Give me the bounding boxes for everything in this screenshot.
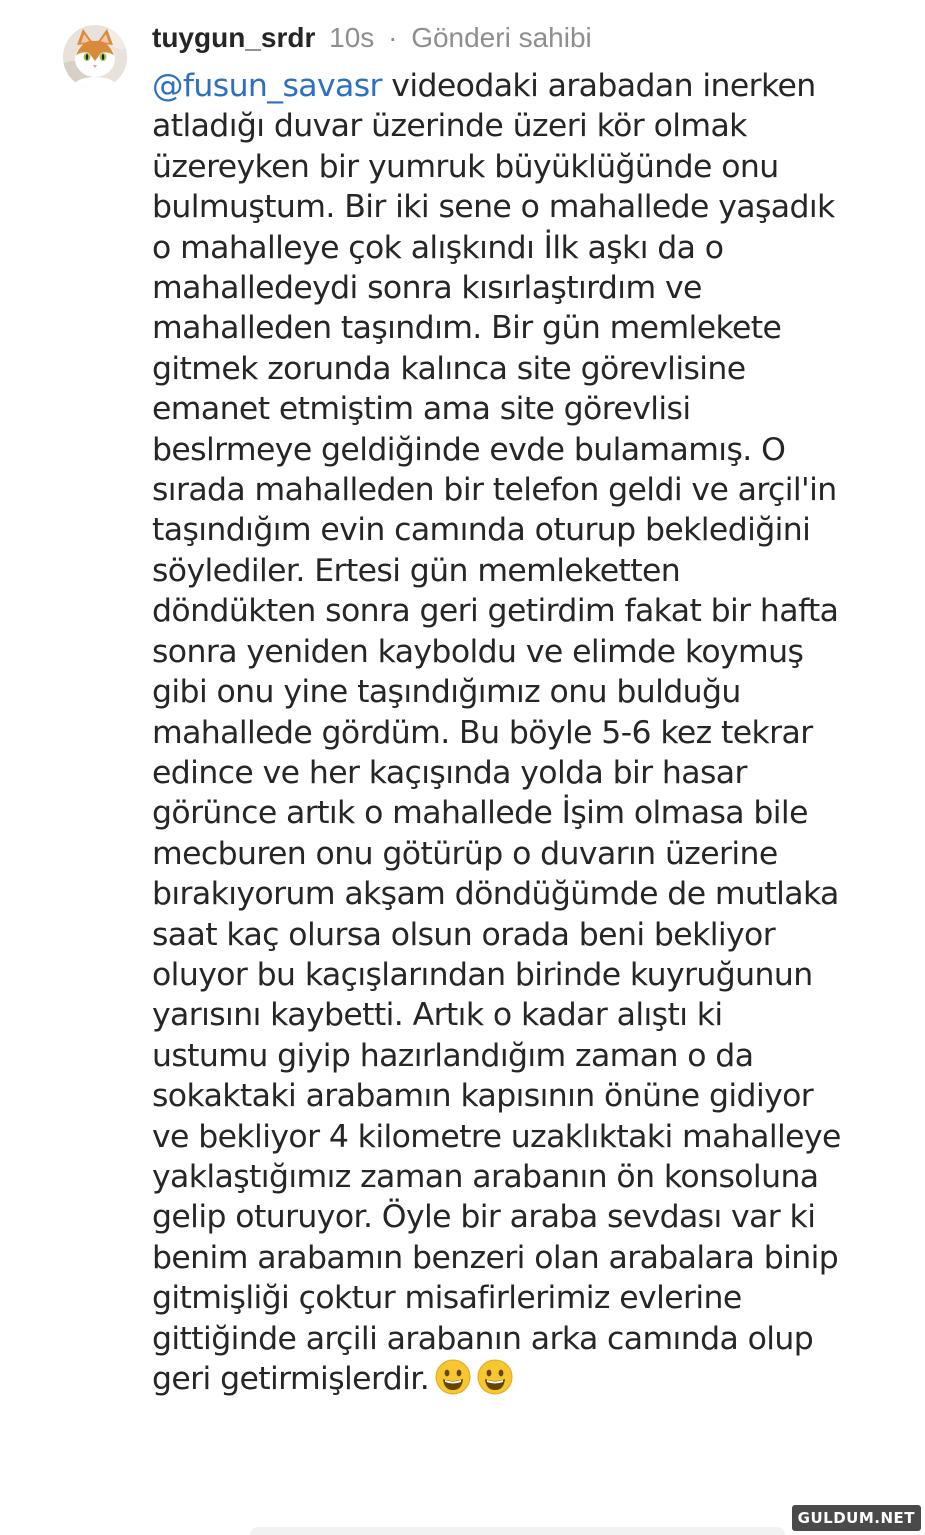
mention-link[interactable]: @fusun_savasr	[152, 68, 382, 104]
input-bar-edge	[250, 1527, 785, 1535]
grinning-face-icon	[435, 1359, 471, 1395]
meta-separator: ·	[388, 22, 398, 53]
cat-avatar-icon[interactable]	[63, 25, 127, 89]
watermark: GULDUM.NET	[792, 1505, 921, 1531]
comment-header	[152, 18, 592, 58]
grinning-face-icon	[477, 1359, 513, 1395]
comment-text	[152, 66, 842, 1399]
comment-body: videodaki arabadan inerken atladığı duvar üzerinde üzeri kör olmak üzereyken bir yumruk büyüklüğünde onu bulmuştum. Bir iki sene o mahallede yaşadık o mahalleye çok alışkındı İlk aşkı da o mahalledeydi sonra kısırlaştırdım ve mahalleden taşındım. Bir gün memlekete gitmek zorunda kalınca site görevlisine emanet etmiştim ama site görevlisi beslrmeye geldiğinde evde bulamamış. O sırada mahalleden bir telefon geldi ve arçil'in taşındığım evin camında oturup beklediğini söylediler. Ertesi gün memleketten döndükten sonra geri getirdim fakat bir hafta sonra yeniden kayboldu ve elimde koymuş gibi onu yine taşındığımız onu bulduğu mahallede gördüm. Bu böyle 5-6 kez tekrar edince ve her kaçışında yolda bir hasar görünce artık o mahallede İşim olmasa bile mecburen onu götürüp o duvarın üzerine bırakıyorum akşam döndüğümde de mutlaka saat kaç olursa olsun orada beni bekliyor oluyor bu kaçışlarından birinde kuyruğunun yarısını kaybetti. Artık o kadar alıştı ki ustumu giyip hazırlandığım zaman o da sokaktaki arabamın kapısının önüne gidiyor ve bekliyor 4 kilometre uzaklıktaki mahalleye yaklaştığımız zaman arabanın ön konsoluna gelip oturuyor. Öyle bir araba sevdası var ki benim arabamın benzeri olan arabalara binip gitmişliği çoktur misafirlerimiz evlerine gittiğinde arçili arabanın arka camında olup geri getirmişlerdir.	[152, 68, 841, 1397]
username[interactable]: tuygun_srdr	[152, 22, 316, 53]
author-badge: Gönderi sahibi	[411, 22, 592, 53]
timestamp: 10s	[329, 22, 375, 53]
